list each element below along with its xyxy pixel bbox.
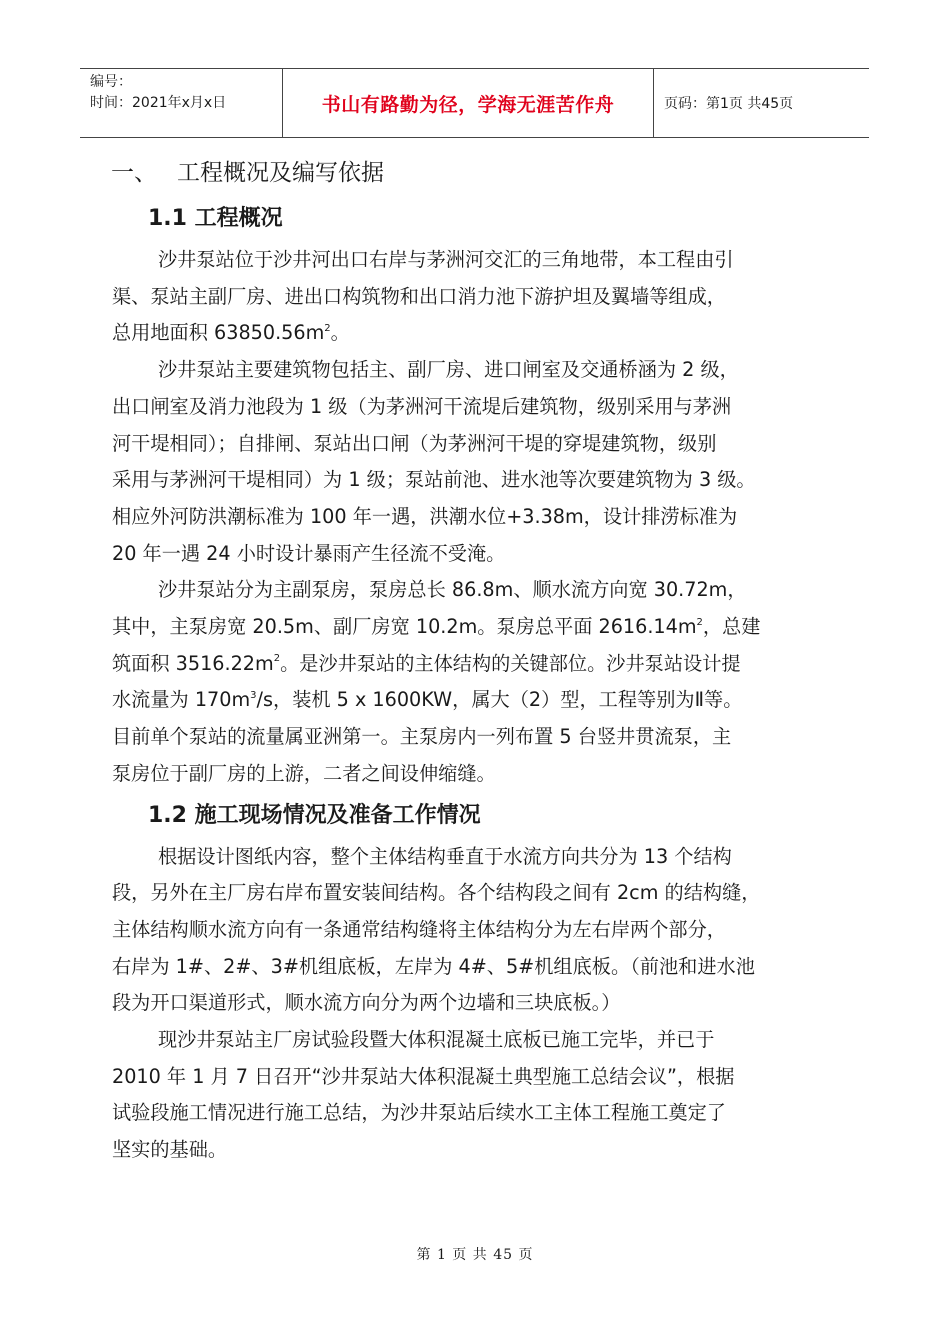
paragraph-structure-segments (112, 839, 842, 1023)
text-segment: 水流量为 170m (112, 688, 251, 712)
text-line (112, 646, 842, 683)
superscript: 3 (250, 690, 257, 702)
text-line: 20 年一遇 24 小时设计暴雨产生径流不受淹。 (112, 541, 506, 565)
superscript: 2 (324, 323, 331, 335)
text-segment: 筑面积 3516.22m (112, 651, 274, 675)
subsection-heading-1-1: 1.1 工程概况 (148, 206, 283, 231)
page-footer: 第 1 页 共 45 页 (416, 1247, 534, 1263)
text-line: 相应外河防洪潮标准为 100 年一遇，洪潮水位+3.38m，设计排涝标准为 (112, 504, 738, 528)
text-line: 根据设计图纸内容，整个主体结构垂直于水流方向共分为 13 个结构 (158, 844, 732, 868)
text-line: 试验段施工情况进行施工总结，为沙井泵站后续水工主体工程施工奠定了 (112, 1101, 726, 1125)
document-body (112, 150, 842, 1169)
text-line (112, 682, 842, 719)
document-date: 时间：2021年x月x日 (90, 95, 227, 111)
text-line: 坚实的基础。 (112, 1138, 228, 1162)
superscript: 2 (273, 653, 281, 665)
text-segment: ，总建 (702, 615, 761, 639)
superscript: 2 (696, 616, 703, 628)
section-heading (111, 150, 842, 196)
text-line: 沙井泵站位于沙井河出口右岸与茅洲河交汇的三角地带，本工程由引 (158, 248, 734, 271)
text-line: 主体结构顺水流方向有一条通常结构缝将主体结构分为左右岸两个部分， (112, 917, 726, 941)
text-segment: /s，装机 5 x 1600KW，属大（2）型，工程等别为Ⅱ等。 (256, 688, 743, 712)
text-line: 泵房位于副厂房的上游，二者之间设伸缩缝。 (112, 761, 496, 785)
text-segment: 其中，主泵房宽 20.5m、副厂房宽 10.2m。泵房总平面 2616.14m (112, 615, 697, 639)
text-line: 现沙井泵站主厂房试验段暨大体积混凝土底板已施工完毕，并已于 (158, 1028, 715, 1052)
text-line: 采用与茅洲河干堤相同）为 1 级；泵站前池、进水池等次要建筑物为 3 级。 (112, 468, 756, 492)
header-motto: 书山有路勤为径，学海无涯苦作舟 (283, 69, 654, 137)
text-line (112, 315, 842, 352)
paragraph-overview (112, 242, 842, 352)
header-meta (80, 69, 283, 137)
text-line: 河干堤相同）；自排闸、泵站出口闸（为茅洲河干堤的穿堤建筑物，级别 (112, 431, 717, 455)
text-line: 渠、泵站主副厂房、进出口构筑物和出口消力池下游护坦及翼墙等组成， (112, 284, 726, 308)
section-title: 工程概况及编写依据 (177, 160, 384, 186)
section-number: 一、 (111, 160, 157, 186)
paragraph-building-levels (112, 352, 842, 572)
text-line: 右岸为 1#、2#、3#机组底板，左岸为 4#、5#机组底板。（前池和进水池 (112, 954, 755, 978)
subsection-heading-1-2: 1.2 施工现场情况及准备工作情况 (148, 802, 481, 828)
page-header (80, 68, 869, 138)
text-segment: 。是沙井泵站的主体结构的关键部位。沙井泵站设计提 (280, 651, 741, 675)
text-line: 2010 年 1 月 7 日召开“沙井泵站大体积混凝土典型施工总结会议”，根据 (112, 1064, 735, 1088)
text-line: 沙井泵站主要建筑物包括主、副厂房、进口闸室及交通桥涵为 2 级， (158, 358, 739, 382)
paragraph-trial-section (112, 1022, 842, 1169)
paragraph-pump-house (112, 572, 842, 792)
text-line (112, 609, 842, 646)
text-line: 出口闸室及消力池段为 1 级（为茅洲河干流堤后建筑物，级别采用与茅洲 (112, 394, 732, 418)
text-line: 沙井泵站分为主副泵房，泵房总长 86.8m、顺水流方向宽 30.72m， (158, 578, 747, 602)
text-segment: 。 (330, 321, 350, 345)
document-number-label: 编号： (90, 74, 132, 90)
header-page-info: 页码：第1页 共45页 (664, 96, 794, 112)
text-line: 段为开口渠道形式，顺水流方向分为两个边墙和三块底板。） (112, 991, 621, 1015)
text-line: 段，另外在主厂房右岸布置安装间结构。各个结构段之间有 2cm 的结构缝， (112, 881, 761, 905)
text-segment: 总用地面积 63850.56m (112, 321, 325, 345)
text-line: 目前单个泵站的流量属亚洲第一。主泵房内一列布置 5 台竖井贯流泵，主 (112, 725, 732, 749)
